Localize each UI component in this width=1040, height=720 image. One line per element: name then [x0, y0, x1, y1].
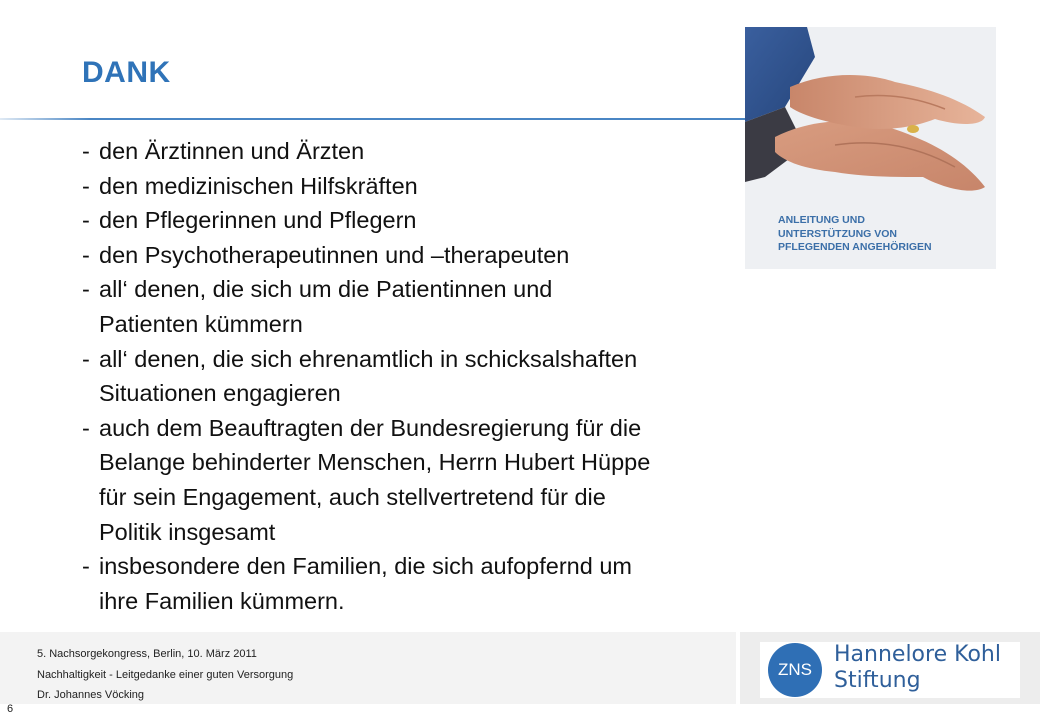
title-divider	[0, 118, 748, 120]
bullet-dash: -	[82, 241, 90, 268]
slide-title: DANK	[82, 56, 171, 89]
thanks-item	[82, 238, 782, 273]
thanks-item	[82, 411, 782, 549]
thanks-item-text: all‘ denen, die sich um die Patientinnen und	[99, 276, 553, 303]
thanks-item	[82, 134, 782, 169]
bullet-dash: -	[82, 553, 90, 580]
thanks-item	[82, 342, 782, 411]
page-number: 6	[7, 703, 14, 715]
footer-text	[37, 644, 293, 706]
caregiving-photo	[745, 27, 996, 269]
thanks-item-text: den medizinischen Hilfskräften	[99, 172, 418, 199]
foundation-name-line1: Hannelore Kohl	[834, 642, 1001, 667]
thanks-item-text: Belange behinderter Menschen, Herrn Hubert Hüppe	[99, 449, 651, 476]
thanks-item	[82, 169, 782, 204]
foundation-name-line2: Stiftung	[834, 668, 921, 693]
thanks-item-text: den Pflegerinnen und Pflegern	[99, 207, 417, 234]
bullet-dash: -	[82, 172, 90, 199]
photo-caption-line: PFLEGENDEN ANGEHÖRIGEN	[778, 241, 932, 253]
footer-event: 5. Nachsorgekongress, Berlin, 10. März 2011	[37, 648, 257, 660]
thanks-item-text: den Ärztinnen und Ärzten	[99, 138, 365, 164]
thanks-item-text: Patienten kümmern	[99, 310, 303, 337]
thanks-item	[82, 272, 782, 341]
photo-caption-line: UNTERSTÜTZUNG VON	[778, 227, 897, 240]
thanks-item-text: auch dem Beauftragten der Bundesregierung für die	[99, 414, 642, 441]
thanks-item-text: ihre Familien kümmern.	[99, 587, 345, 614]
bullet-dash: -	[82, 276, 90, 303]
zns-logo-mark: ZNS	[768, 643, 822, 697]
thanks-item	[82, 203, 782, 238]
footer-topic: Nachhaltigkeit - Leitgedanke einer guten Versorgung	[37, 668, 294, 681]
thanks-item-text: Situationen engagieren	[99, 380, 341, 407]
foundation-name	[834, 642, 1001, 694]
bullet-dash: -	[82, 414, 90, 441]
thanks-list	[82, 134, 782, 618]
bullet-dash: -	[82, 345, 90, 372]
thanks-item-text: all‘ denen, die sich ehrenamtlich in schicksalshaften	[99, 345, 638, 372]
photo-caption	[778, 214, 932, 255]
thanks-item-text: Politik insgesamt	[99, 518, 276, 545]
thanks-item-text: den Psychotherapeutinnen und –therapeuten	[99, 241, 570, 268]
bullet-dash: -	[82, 138, 90, 164]
thanks-item	[82, 549, 782, 618]
footer-author: Dr. Johannes Vöcking	[37, 689, 145, 701]
thanks-item-text: insbesondere den Familien, die sich aufopfernd um	[99, 553, 632, 580]
thanks-item-text: für sein Engagement, auch stellvertretend für die	[99, 483, 606, 510]
bullet-dash: -	[82, 207, 90, 234]
photo-caption-line: ANLEITUNG UND	[778, 214, 865, 226]
